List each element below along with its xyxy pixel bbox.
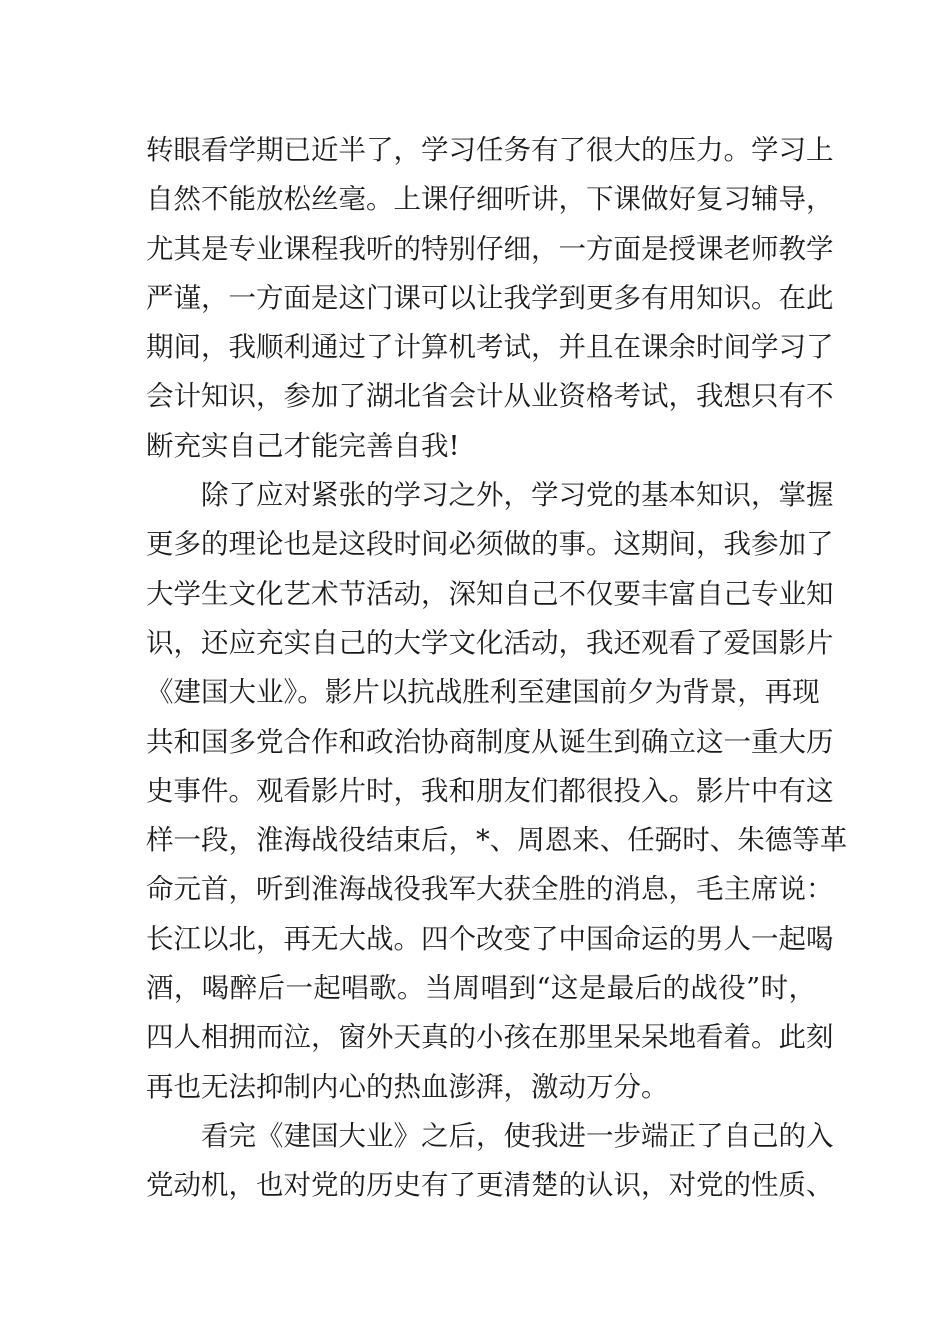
paragraph-3-line-1: 看完《建国大业》之后，使我进一步端正了自己的入 xyxy=(201,1119,834,1152)
paragraph-1-line-7: 断充实自己才能完善自我! xyxy=(146,429,460,462)
paragraph-1-line-1: 转眼看学期已近半了，学习任务有了很大的压力。学习上 xyxy=(146,134,834,166)
paragraph-2-line-9: 命元首，听到淮海战役我军大获全胜的消息，毛主席说： xyxy=(146,873,834,906)
paragraph-2-line-11: 酒，喝醉后一起唱歌。当周唱到“这是最后的战役”时， xyxy=(146,972,816,1005)
paragraph-3-line-2: 党动机，也对党的历史有了更清楚的认识，对党的性质、 xyxy=(146,1169,834,1202)
paragraph-1-line-4: 严谨，一方面是这门课可以让我学到更多有用知识。在此 xyxy=(146,281,834,314)
document-body xyxy=(146,126,848,1211)
paragraph-1-line-2: 自然不能放松丝毫。上课仔细听讲，下课做好复习辅导， xyxy=(146,183,834,216)
paragraph-2-line-3: 大学生文化艺术节活动，深知自己不仅要丰富自己专业知 xyxy=(146,577,834,610)
paragraph-2-line-13: 再也无法抑制内心的热血澎湃，激动万分。 xyxy=(146,1070,669,1103)
paragraph-2-line-1: 除了应对紧张的学习之外，学习党的基本知识，掌握 xyxy=(201,479,834,512)
paragraph-2-line-6: 共和国多党合作和政治协商制度从诞生到确立这一重大历 xyxy=(146,725,834,758)
paragraph-2-line-5: 《建国大业》。影片以抗战胜利至建国前夕为背景，再现 xyxy=(146,676,820,709)
paragraph-2-line-8: 样一段，淮海战役结束后，*、周恩来、任弼时、朱德等革 xyxy=(146,824,848,857)
paragraph-2-line-10: 长江以北，再无大战。四个改变了中国命运的男人一起喝 xyxy=(146,922,834,955)
paragraph-2-line-7: 史事件。观看影片时，我和朋友们都很投入。影片中有这 xyxy=(146,774,834,807)
paragraph-1-line-3: 尤其是专业课程我听的特别仔细，一方面是授课老师教学 xyxy=(146,232,834,265)
paragraph-1-line-6: 会计知识，参加了湖北省会计从业资格考试，我想只有不 xyxy=(146,380,834,413)
paragraph-2-line-2: 更多的理论也是这段时间必须做的事。这期间，我参加了 xyxy=(146,528,834,561)
paragraph-2-line-4: 识，还应充实自己的大学文化活动，我还观看了爱国影片 xyxy=(146,626,834,659)
paragraph-2-line-12: 四人相拥而泣，窗外天真的小孩在那里呆呆地看着。此刻 xyxy=(146,1021,834,1054)
paragraph-1-line-5: 期间，我顺利通过了计算机考试，并且在课余时间学习了 xyxy=(146,331,834,364)
